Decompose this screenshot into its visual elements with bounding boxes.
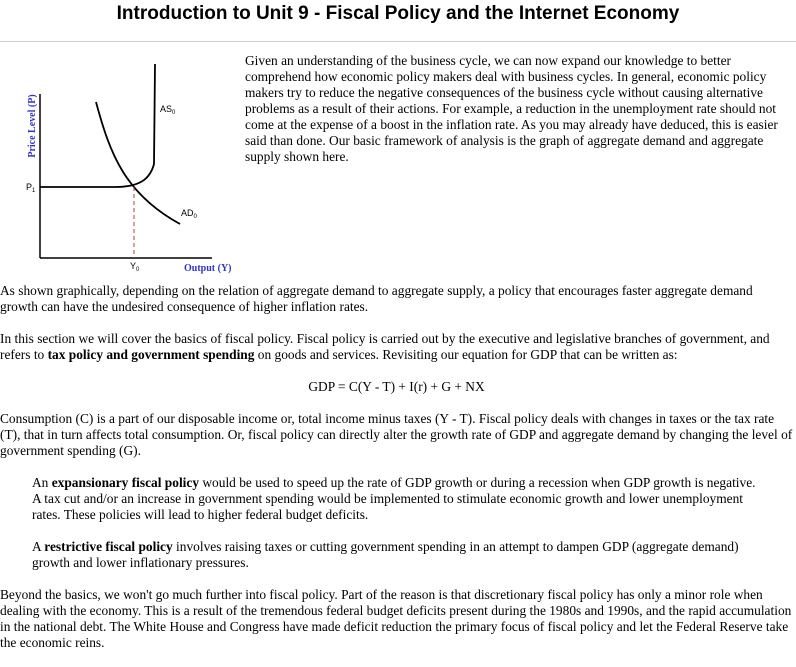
y0-label: $Y_0$	[130, 261, 140, 273]
paragraph-beyond-basics: Beyond the basics, we won't go much further into fiscal policy. Part of the reason is that discretionary fiscal policy has only a minor role when dealing with the economy. This is a result of the tremendous federal budget deficits present during the 1980s and 1990s, and the rapid accumulation in the national debt. The White House and Congress have made deficit reduction the primary focus of fiscal policy and let the Federal Reserve take the economic reins.	[0, 587, 792, 650]
ad-curve	[96, 102, 180, 224]
y-axis-label: Price Level (P)	[27, 94, 38, 158]
as-label: $AS_0$	[160, 104, 176, 116]
page-title: Introduction to Unit 9 - Fiscal Policy and the Internet Economy	[116, 3, 680, 24]
x-axis-label: Output (Y)	[184, 263, 232, 274]
ad-as-graph	[0, 44, 240, 280]
paragraph-fiscal-intro: In this section we will cover the basics of fiscal policy. Fiscal policy is carried out by the executive and legislative branches of government, and refers to tax policy and government spending on goods and services. Revisiting our equation for GDP that can be written as:	[0, 331, 770, 362]
intro-paragraph: Given an understanding of the business cycle, we can now expand our knowledge to better comprehend how economic policy makers deal with business cycles. In general, economic policy makers try to reduce the negative consequences of the business cycle without causing alternative problems as a result of their actions. For example, a reduction in the unemployment rate should not come at the expense of a boost in the inflation rate. As you may already have deduced, this is easier said than done. Our basic framework of analysis is the graph of aggregate demand and aggregate supply shown here.	[245, 53, 778, 164]
paragraph-expansionary: An expansionary fiscal policy would be used to speed up the rate of GDP growth or during a recession when GDP growth is negative. A tax cut and/or an increase in government spending would be implemented to stimulate economic growth and lower unemployment rates. These policies will lead to higher federal budget deficits.	[32, 475, 756, 522]
main-content	[0, 283, 793, 667]
divider	[0, 41, 796, 42]
paragraph-restrictive: A restrictive fiscal policy involves raising taxes or cutting government spending in an attempt to dampen GDP (aggregate demand) growth and lower inflationary pressures.	[32, 539, 739, 570]
ad-label: $AD_0$	[181, 208, 197, 220]
p1-label: $P_1$	[26, 182, 36, 194]
paragraph-graph-explanation: As shown graphically, depending on the relation of aggregate demand to aggregate supply, a policy that encourages faster aggregate demand growth can have the undesired consequence of higher inflation rates.	[0, 283, 753, 314]
as-curve	[40, 64, 155, 187]
paragraph-consumption: Consumption (C) is a part of our disposable income or, total income minus taxes (Y - T). Fiscal policy deals with changes in taxes or the tax rate (T), that in turn affects total consumption. Or, fiscal policy can directly alter the growth rate of GDP and aggregate demand by changing the level of government spending (G).	[0, 411, 793, 458]
gdp-equation: GDP = C(Y - T) + I(r) + G + NX	[308, 379, 485, 394]
